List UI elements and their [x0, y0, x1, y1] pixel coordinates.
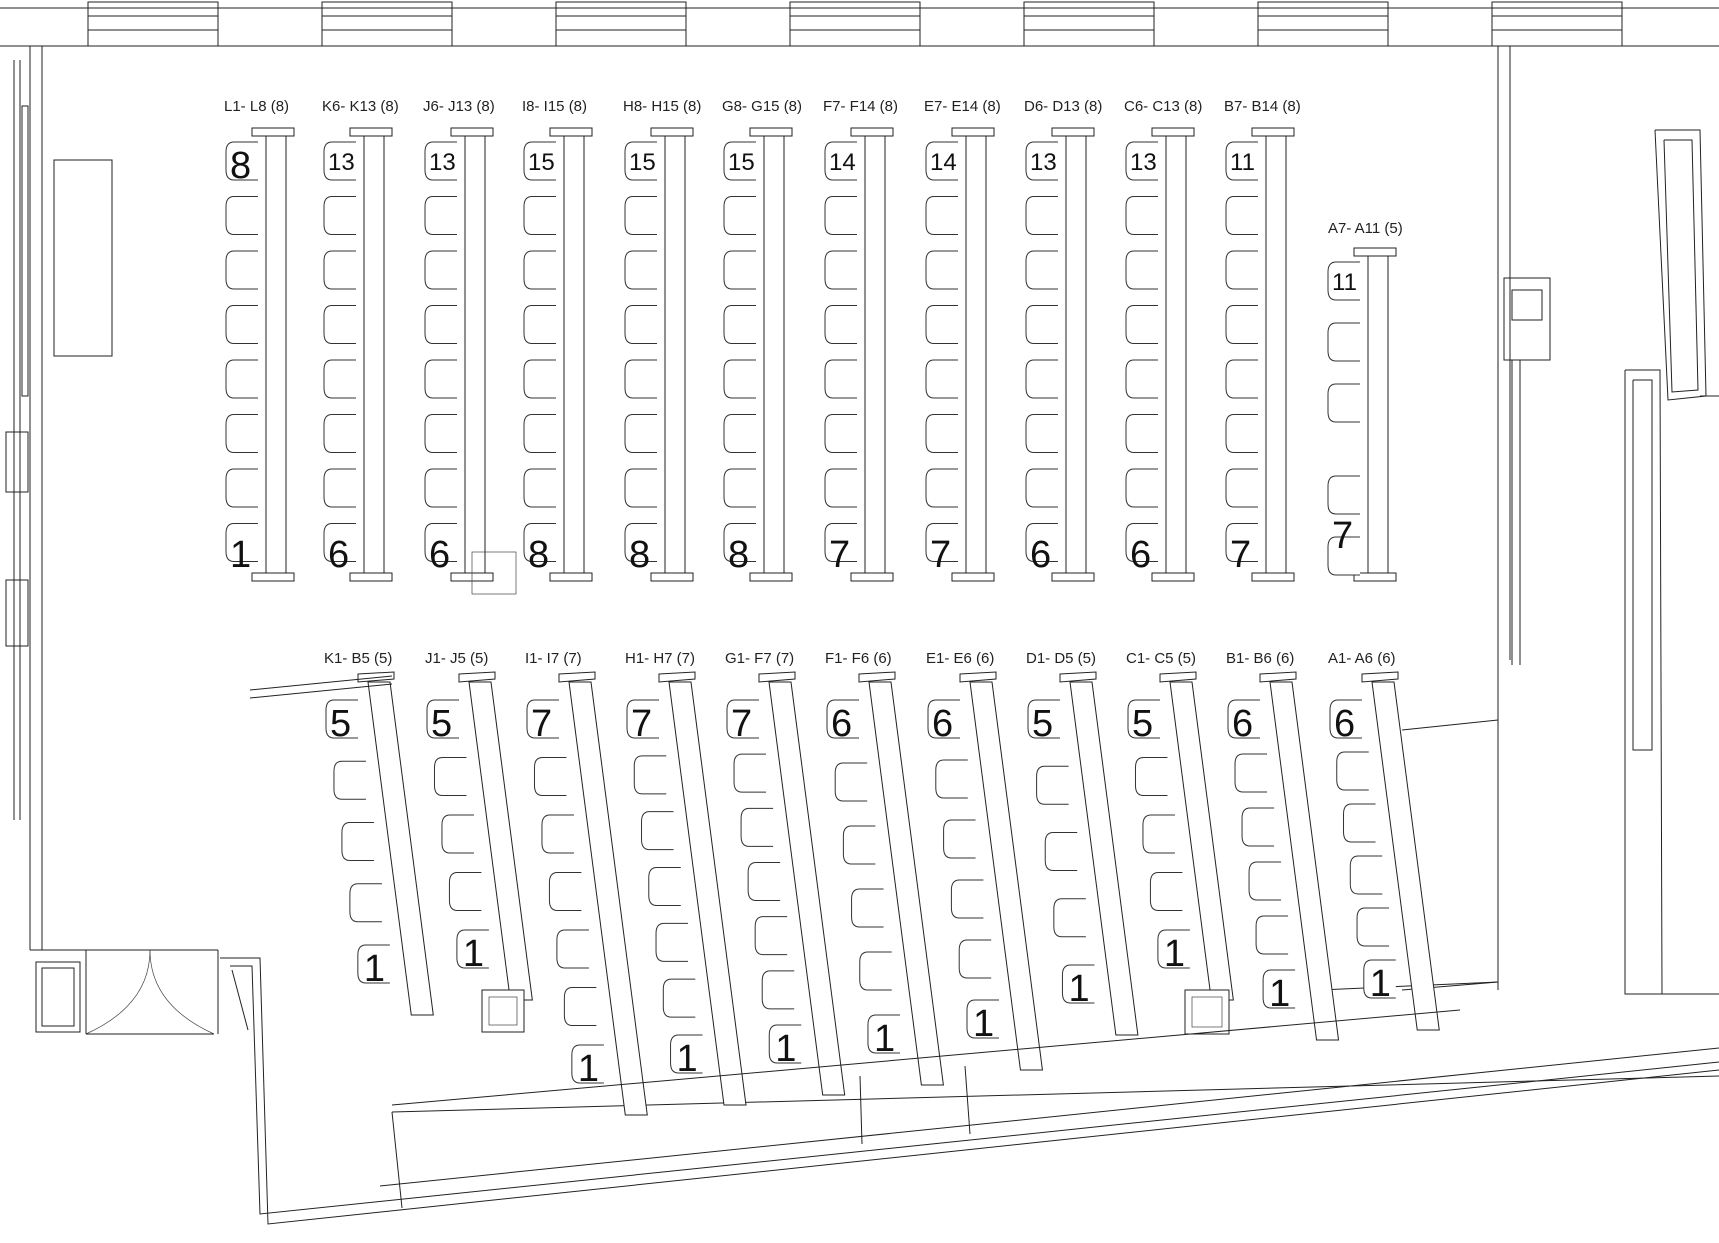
desk-end-cap [750, 573, 792, 581]
desk-bench [1368, 250, 1388, 575]
seat[interactable] [656, 923, 688, 961]
row-bottom-seat-number: 1 [873, 1018, 896, 1060]
row-range-label: J6- J13 (8) [423, 98, 495, 115]
row-top-seat-number: 7 [731, 703, 753, 745]
desk-end-cap [451, 128, 493, 136]
row-bottom-seat-number: 6 [1130, 534, 1152, 576]
row-bottom-seat-number: 1 [1269, 973, 1291, 1015]
row-range-label: C6- C13 (8) [1124, 98, 1203, 115]
seat[interactable] [852, 889, 884, 927]
seat[interactable] [1235, 754, 1267, 792]
desk-end-cap [952, 573, 994, 581]
lower-row-d [1026, 650, 1138, 1035]
row-range-label: J1- J5 (5) [425, 650, 489, 667]
row-top-seat-number: 15 [728, 149, 755, 176]
row-range-label: F7- F14 (8) [823, 98, 899, 115]
seat[interactable] [1026, 306, 1058, 344]
upper-row-i [522, 98, 592, 581]
row-top-seat-number: 11 [1332, 269, 1357, 296]
seat[interactable] [634, 756, 666, 794]
row-bottom-seat-number: 6 [328, 534, 350, 576]
lower-row-f [825, 650, 943, 1085]
seat[interactable] [663, 979, 695, 1017]
seat[interactable] [442, 815, 474, 853]
seat[interactable] [625, 306, 657, 344]
row-range-label: F1- F6 (6) [825, 650, 892, 667]
desk-end-cap [350, 573, 392, 581]
seat[interactable] [724, 197, 756, 235]
row-top-seat-number: 13 [1130, 149, 1157, 176]
row-bottom-seat-number: 1 [1163, 933, 1186, 975]
row-bottom-seat-number: 1 [363, 948, 385, 990]
upper-row-e [924, 98, 1001, 581]
row-top-seat-number: 13 [429, 149, 456, 176]
seat[interactable] [1226, 360, 1258, 398]
lower-row-k [324, 650, 433, 1015]
upper-row-h [623, 98, 701, 581]
seat[interactable] [226, 197, 258, 235]
upper-row-g [722, 98, 802, 581]
desk-end-cap [252, 573, 294, 581]
seat[interactable] [1135, 758, 1167, 796]
row-bottom-seat-number: 7 [829, 534, 851, 576]
desk-end-cap [759, 672, 795, 682]
upper-seating-block [224, 98, 1403, 594]
seat[interactable] [1226, 415, 1258, 453]
desk-end-cap [1160, 672, 1196, 682]
desk-bench [1266, 130, 1286, 575]
seat[interactable] [625, 469, 657, 507]
seat[interactable] [524, 197, 556, 235]
desk-end-cap [859, 672, 895, 682]
seat[interactable] [825, 306, 857, 344]
row-range-label: H1- H7 (7) [625, 650, 696, 667]
lower-row-e [926, 650, 1042, 1070]
desk-end-cap [1252, 573, 1294, 581]
seat[interactable] [549, 873, 581, 911]
seat[interactable] [226, 306, 258, 344]
seat[interactable] [1226, 469, 1258, 507]
seat[interactable] [226, 469, 258, 507]
seat[interactable] [926, 251, 958, 289]
desk-end-cap [1052, 573, 1094, 581]
seat[interactable] [1150, 873, 1182, 911]
seat[interactable] [324, 251, 356, 289]
seat[interactable] [1126, 306, 1158, 344]
seat[interactable] [1037, 766, 1069, 804]
seat[interactable] [625, 251, 657, 289]
desk-bench [1166, 130, 1186, 575]
row-top-seat-number: 13 [328, 149, 355, 176]
row-bottom-seat-number: 1 [775, 1028, 797, 1070]
seat[interactable] [748, 863, 780, 901]
seat[interactable] [1226, 197, 1258, 235]
row-range-label: B1- B6 (6) [1226, 650, 1295, 667]
row-range-label: G8- G15 (8) [722, 98, 803, 115]
seat[interactable] [350, 884, 382, 922]
row-range-label: A1- A6 (6) [1328, 650, 1396, 667]
desk-end-cap [1260, 672, 1296, 682]
seat[interactable] [324, 197, 356, 235]
desk-bench [966, 130, 986, 575]
seat[interactable] [926, 415, 958, 453]
row-top-seat-number: 5 [330, 703, 352, 745]
seat[interactable] [1054, 899, 1086, 937]
seat[interactable] [534, 758, 566, 796]
row-top-seat-number: 14 [829, 149, 856, 176]
seat[interactable] [734, 754, 766, 792]
room-walls [6, 46, 1719, 1224]
seat[interactable] [724, 306, 756, 344]
seat[interactable] [226, 415, 258, 453]
top-window-bays [0, 2, 1719, 46]
seat[interactable] [825, 197, 857, 235]
seat[interactable] [524, 360, 556, 398]
seat[interactable] [226, 251, 258, 289]
lower-row-a [1328, 650, 1439, 1030]
seat[interactable] [825, 360, 857, 398]
desk-end-cap [851, 128, 893, 136]
row-range-label: H8- H15 (8) [623, 98, 702, 115]
desk-bench [266, 130, 286, 575]
seat[interactable] [926, 360, 958, 398]
seat[interactable] [324, 469, 356, 507]
seat[interactable] [1126, 360, 1158, 398]
seat[interactable] [724, 251, 756, 289]
row-top-seat-number: 15 [629, 149, 656, 176]
seat[interactable] [425, 415, 457, 453]
upper-row-d [1024, 98, 1102, 581]
seat[interactable] [1126, 251, 1158, 289]
seat[interactable] [642, 812, 674, 850]
seat[interactable] [449, 873, 481, 911]
seat[interactable] [1026, 360, 1058, 398]
lower-row-j [425, 650, 532, 1000]
upper-row-j [423, 98, 495, 581]
seat[interactable] [724, 415, 756, 453]
row-range-label: D6- D13 (8) [1024, 98, 1103, 115]
seat[interactable] [1350, 856, 1382, 894]
upper-row-c [1124, 98, 1202, 581]
upper-row-f [823, 98, 898, 581]
seat[interactable] [951, 880, 983, 918]
desk-end-cap [750, 128, 792, 136]
desk-end-cap [358, 672, 394, 682]
row-top-seat-number: 11 [1230, 149, 1255, 176]
desk-end-cap [651, 128, 693, 136]
seat[interactable] [1026, 469, 1058, 507]
row-range-label: G1- F7 (7) [725, 650, 795, 667]
row-range-label: L1- L8 (8) [224, 98, 290, 115]
desk-bench [564, 130, 584, 575]
seat[interactable] [324, 415, 356, 453]
seat[interactable] [1337, 752, 1369, 790]
seat[interactable] [1126, 415, 1158, 453]
seat[interactable] [825, 251, 857, 289]
row-top-seat-number: 6 [1232, 703, 1254, 745]
row-bottom-seat-number: 7 [1230, 534, 1252, 576]
seat[interactable] [324, 360, 356, 398]
row-range-label: I8- I15 (8) [522, 98, 588, 115]
seat[interactable] [1242, 808, 1274, 846]
upper-row-a [1328, 220, 1403, 581]
seat[interactable] [226, 360, 258, 398]
seat[interactable] [825, 415, 857, 453]
row-range-label: A7- A11 (5) [1328, 220, 1403, 237]
desk-end-cap [1354, 248, 1396, 256]
desk-end-cap [252, 128, 294, 136]
seat[interactable] [860, 952, 892, 990]
seat[interactable] [324, 306, 356, 344]
seat[interactable] [1249, 862, 1281, 900]
row-top-seat-number: 7 [531, 703, 553, 745]
seat[interactable] [524, 469, 556, 507]
row-range-label: D1- D5 (5) [1026, 650, 1097, 667]
seat[interactable] [1226, 251, 1258, 289]
seat[interactable] [1126, 197, 1158, 235]
seat[interactable] [1026, 251, 1058, 289]
row-bottom-seat-number: 6 [1030, 534, 1052, 576]
desk-bench [1066, 130, 1086, 575]
seat[interactable] [425, 197, 457, 235]
seat[interactable] [342, 823, 374, 861]
row-range-label: B7- B14 (8) [1224, 98, 1301, 115]
seat[interactable] [1226, 306, 1258, 344]
row-bottom-seat-number: 1 [462, 933, 485, 975]
row-top-seat-number: 5 [1132, 703, 1154, 745]
row-range-label: E1- E6 (6) [926, 650, 995, 667]
desk-bench [465, 130, 485, 575]
desk-end-cap [1152, 128, 1194, 136]
seat[interactable] [1328, 384, 1360, 422]
desk-bench [665, 130, 685, 575]
desk-end-cap [459, 672, 495, 682]
seat[interactable] [1256, 916, 1288, 954]
seat[interactable] [1126, 469, 1158, 507]
row-bottom-seat-number: 8 [629, 534, 651, 576]
row-top-seat-number: 14 [930, 149, 957, 176]
seat[interactable] [762, 971, 794, 1009]
seat[interactable] [835, 763, 867, 801]
desk-end-cap [960, 672, 996, 682]
row-range-label: K1- B5 (5) [324, 650, 393, 667]
seat[interactable] [557, 930, 589, 968]
row-range-label: C1- C5 (5) [1126, 650, 1197, 667]
row-range-label: K6- K13 (8) [322, 98, 399, 115]
seat[interactable] [524, 415, 556, 453]
desk-bench [865, 130, 885, 575]
desk-end-cap [851, 573, 893, 581]
seat[interactable] [926, 469, 958, 507]
desk-end-cap [952, 128, 994, 136]
upper-row-l [224, 98, 294, 581]
desk-end-cap [1152, 573, 1194, 581]
row-bottom-seat-number: 1 [577, 1048, 599, 1090]
seat[interactable] [1328, 476, 1360, 514]
upper-row-k [322, 98, 399, 581]
seat[interactable] [625, 415, 657, 453]
desk-end-cap [550, 128, 592, 136]
seat[interactable] [926, 306, 958, 344]
lower-row-c [1126, 650, 1233, 1000]
seat[interactable] [843, 826, 875, 864]
seat[interactable] [425, 306, 457, 344]
row-range-label: E7- E14 (8) [924, 98, 1001, 115]
seat[interactable] [425, 251, 457, 289]
row-bottom-seat-number: 8 [728, 534, 750, 576]
desk-end-cap [1362, 672, 1398, 682]
seat[interactable] [741, 808, 773, 846]
seat[interactable] [959, 940, 991, 978]
seat[interactable] [1344, 804, 1376, 842]
floor-box [1185, 990, 1229, 1034]
seat[interactable] [524, 306, 556, 344]
row-top-seat-number: 6 [932, 703, 954, 745]
desk-end-cap [1354, 573, 1396, 581]
desk-bench [364, 130, 384, 575]
row-top-seat-number: 8 [230, 145, 252, 187]
seat[interactable] [334, 761, 366, 799]
lower-seating-block [250, 650, 1460, 1115]
desk-end-cap [1060, 672, 1096, 682]
row-bottom-seat-number: 1 [973, 1003, 995, 1045]
seat[interactable] [1143, 815, 1175, 853]
seat[interactable] [434, 758, 466, 796]
row-bottom-seat-number: 1 [1068, 968, 1090, 1010]
seat[interactable] [1026, 415, 1058, 453]
desk-end-cap [350, 128, 392, 136]
seat[interactable] [1328, 323, 1360, 361]
seat[interactable] [542, 815, 574, 853]
seat[interactable] [425, 469, 457, 507]
row-bottom-seat-number: 6 [429, 534, 451, 576]
desk-bench [764, 130, 784, 575]
row-bottom-seat-number: 7 [930, 534, 952, 576]
row-top-seat-number: 13 [1030, 149, 1057, 176]
seat[interactable] [755, 917, 787, 955]
floor-box [482, 990, 524, 1032]
desk-end-cap [1052, 128, 1094, 136]
row-bottom-seat-number: 1 [1369, 963, 1391, 1005]
row-top-seat-number: 5 [431, 703, 453, 745]
row-top-seat-number: 5 [1032, 703, 1054, 745]
row-top-seat-number: 6 [1334, 703, 1356, 745]
seat[interactable] [944, 820, 976, 858]
seat[interactable] [1357, 908, 1389, 946]
seat[interactable] [724, 360, 756, 398]
row-range-label: I1- I7 (7) [525, 650, 582, 667]
row-bottom-seat-number: 7 [1332, 515, 1354, 557]
row-bottom-seat-number: 1 [676, 1038, 698, 1080]
desk-end-cap [659, 672, 695, 682]
seat[interactable] [926, 197, 958, 235]
seat[interactable] [936, 760, 968, 798]
seat[interactable] [425, 360, 457, 398]
seat[interactable] [564, 988, 596, 1026]
row-bottom-seat-number: 8 [528, 534, 550, 576]
desk-end-cap [550, 573, 592, 581]
seat[interactable] [724, 469, 756, 507]
row-bottom-seat-number: 1 [230, 534, 252, 576]
desk-end-cap [1252, 128, 1294, 136]
row-top-seat-number: 7 [631, 703, 653, 745]
lower-row-b [1226, 650, 1339, 1040]
desk-end-cap [559, 672, 595, 682]
upper-row-b [1224, 98, 1301, 581]
seat[interactable] [825, 469, 857, 507]
seat[interactable] [524, 251, 556, 289]
seat[interactable] [625, 197, 657, 235]
desk-end-cap [651, 573, 693, 581]
seat[interactable] [649, 868, 681, 906]
seat[interactable] [1026, 197, 1058, 235]
seat[interactable] [1045, 833, 1077, 871]
row-top-seat-number: 15 [528, 149, 555, 176]
row-top-seat-number: 6 [831, 703, 853, 745]
seat[interactable] [625, 360, 657, 398]
